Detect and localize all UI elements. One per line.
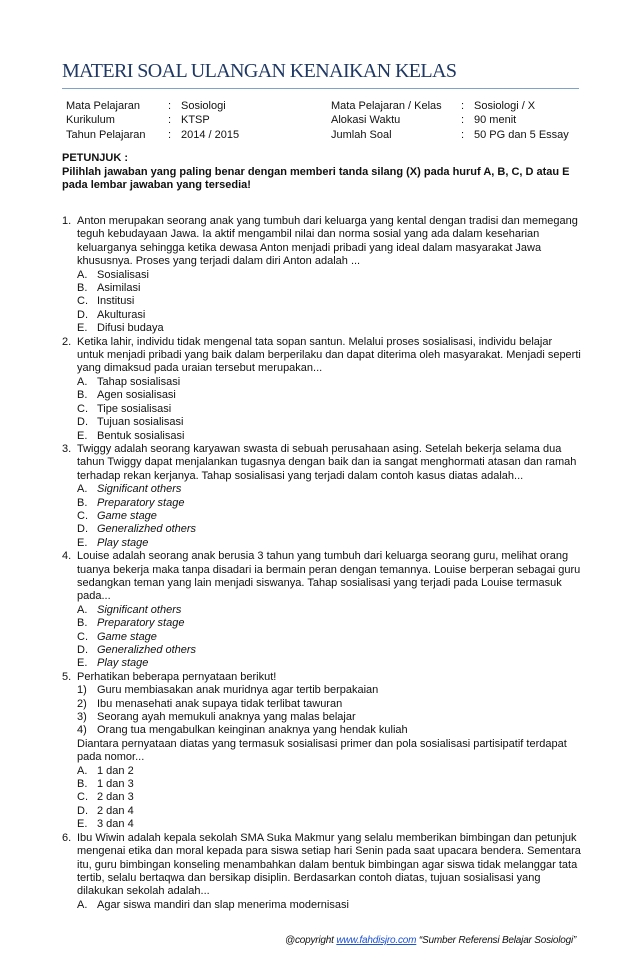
option-letter: A.	[77, 603, 88, 616]
answer-option	[77, 295, 582, 308]
option-text: Tipe sosialisasi	[97, 402, 172, 415]
answer-option	[77, 269, 582, 282]
answer-option	[77, 537, 582, 550]
answer-option	[77, 631, 582, 644]
question-text: Ketika lahir, individu tidak mengenal tata sopan santun. Melalui proses sosialisasi, individu belajar untuk menjadi pribadi yang baik dalam berperilaku dan dapat diterima oleh masyarakat. Menjadi seperti yang dimaksud pada uraian tersebut merupakan...	[77, 335, 581, 375]
option-text: Preparatory stage	[97, 496, 185, 509]
option-text: Sosialisasi	[97, 268, 149, 281]
option-text: Generalizhed others	[97, 644, 197, 656]
meta-key: Kurikulum	[66, 114, 115, 127]
statement-text: Ibu menasehati anak supaya tidak terlibat tawuran	[97, 697, 343, 710]
option-letter: C.	[77, 630, 88, 643]
answer-option	[77, 791, 582, 804]
question-number: 1.	[62, 215, 72, 227]
option-letter: E.	[77, 536, 88, 549]
meta-colon: :	[168, 128, 172, 141]
answer-option	[77, 309, 582, 322]
statement-item	[77, 684, 582, 697]
question-text: Louise adalah seorang anak berusia 3 tahun yang tumbuh dari keluarga seorang guru, melihat orang tuanya bekerja maka tanpa disadari ia bermain peran dengan temannya. Louise berperan sebagai guru sedangkan teman yang lain menjadi siswanya. Tahap sosialisasi yang terjadi pada Louise termasuk pada...	[77, 550, 581, 603]
meta-row	[66, 128, 239, 142]
meta-left	[66, 99, 239, 142]
statement-item	[77, 698, 582, 711]
question-text: Twiggy adalah seorang karyawan swasta di sebuah perusahaan asing. Setelah bekerja selama dua tahun Twiggy dapat menjalankan tugasnya dengan baik dan ia sangat menghormati atasan dan ramah terhadap rekan kerjanya. Tahap sosialisasi yang terjadi dalam contoh kasus diatas adalah...	[77, 442, 577, 482]
question-item	[62, 550, 582, 671]
meta-value: 2014 / 2015	[181, 128, 240, 141]
question-item	[62, 443, 582, 550]
option-letter: A.	[77, 483, 88, 496]
question-number: 2.	[62, 335, 72, 348]
meta-colon: :	[461, 114, 465, 127]
answer-option	[77, 778, 582, 791]
answer-option	[77, 483, 582, 496]
meta-key: Jumlah Soal	[331, 128, 392, 141]
answer-option	[77, 818, 582, 831]
option-letter: D.	[77, 644, 88, 656]
meta-key: Mata Pelajaran / Kelas	[331, 100, 442, 112]
instructions-text: Pilihlah jawaban yang paling benar dengan memberi tanda silang (X) pada huruf A, B, C, D atau E pada lembar jawaban yang tersedia!	[62, 165, 570, 192]
option-letter: C.	[77, 791, 88, 804]
instructions-heading: PETUNJUK :	[62, 152, 129, 164]
statement-text: Seorang ayah memukuli anaknya yang malas belajar	[97, 711, 356, 724]
option-letter: E.	[77, 322, 88, 335]
option-letter: B.	[77, 389, 88, 402]
answer-option	[77, 617, 582, 630]
meta-row	[331, 128, 569, 142]
answer-option	[77, 899, 582, 912]
footer	[285, 935, 576, 946]
option-text: 1 dan 2	[97, 764, 134, 777]
answer-option	[77, 430, 582, 443]
meta-colon: :	[461, 100, 465, 112]
option-letter: C.	[77, 295, 88, 308]
option-text: 2 dan 4	[97, 804, 134, 817]
answer-option	[77, 497, 582, 510]
option-text: Tahap sosialisasi	[97, 375, 181, 388]
statement-number: 1)	[77, 684, 87, 697]
question-item	[62, 671, 582, 832]
option-letter: D.	[77, 416, 88, 429]
option-letter: D.	[77, 308, 88, 321]
option-letter: C.	[77, 509, 88, 522]
option-text: Game stage	[97, 630, 157, 643]
answer-option	[77, 604, 582, 617]
option-text: Play stage	[97, 657, 149, 670]
option-text: Agar siswa mandiri dan slap menerima modernisasi	[97, 898, 349, 911]
option-text: Bentuk sosialisasi	[97, 429, 185, 442]
option-letter: A.	[77, 375, 88, 388]
meta-key: Mata Pelajaran	[66, 100, 140, 112]
meta-right	[331, 99, 569, 142]
option-letter: C.	[77, 402, 88, 415]
statement-text: Guru membiasakan anak muridnya agar tertib berpakaian	[97, 684, 379, 697]
question-text: Ibu Wiwin adalah kepala sekolah SMA Suka Makmur yang selalu memberikan bimbingan dan petunjuk mengenai etika dan moral kepada para siswa setiap hari Senin pada saat upacara bendera. Sementara itu, guru bimbingan konseling menambahkan dalam bentuk bimbingan agar siswa tidak melanggar tata tertib, selalu bertaqwa dan bersikap disiplin. Berdasarkan contoh diatas, tujuan sosialisasi yang dilakukan sekolah adalah...	[77, 831, 581, 898]
meta-row	[66, 99, 239, 113]
meta-value: 50 PG dan 5 Essay	[474, 128, 569, 141]
footer-tagline: “Sumber Referensi Belajar Sosiologi”	[416, 935, 577, 946]
option-letter: A.	[77, 764, 88, 777]
footer-copyright: @copyright	[285, 935, 337, 946]
option-letter: E.	[77, 429, 88, 442]
question-number: 4.	[62, 550, 72, 563]
answer-option	[77, 403, 582, 416]
answer-option	[77, 282, 582, 295]
option-letter: B.	[77, 282, 88, 295]
option-text: 3 dan 4	[97, 818, 134, 831]
meta-value: Sosiologi / X	[474, 100, 536, 112]
question-item	[62, 215, 582, 336]
meta-colon: :	[461, 128, 465, 141]
meta-colon: :	[168, 114, 172, 127]
option-text: Generalizhed others	[97, 523, 197, 536]
footer-link[interactable]: www.fahdisjro.com	[336, 935, 417, 946]
meta-value: 90 menit	[474, 114, 517, 127]
option-text: Asimilasi	[97, 282, 141, 295]
statement-number: 4)	[77, 724, 87, 737]
instructions	[62, 152, 582, 193]
question-number: 6.	[62, 831, 72, 844]
option-text: Tujuan sosialisasi	[97, 416, 184, 429]
question-text: Anton merupakan seorang anak yang tumbuh dari keluarga yang kental dengan tradisi dan memegang teguh kebudayaan Jawa. Ia aktif mengambil nilai dan norma sosial yang ada dalam keseharian keluarganya sehingga ketika dewasa Anton menjadi pribadi yang ideal dalam masyarakat Jawa khususnya. Proses yang terjadi dalam diri Anton adalah ...	[77, 215, 578, 268]
meta-value: Sosiologi	[181, 100, 226, 112]
question-number: 3.	[62, 442, 72, 455]
meta-key: Alokasi Waktu	[331, 114, 401, 127]
option-letter: A.	[77, 898, 88, 911]
option-letter: E.	[77, 657, 88, 670]
option-letter: E.	[77, 818, 88, 831]
question-item	[62, 832, 582, 912]
option-letter: A.	[77, 268, 88, 281]
answer-option	[77, 805, 582, 818]
document-title: MATERI SOAL ULANGAN KENAIKAN KELAS	[62, 60, 457, 82]
option-letter: B.	[77, 617, 88, 630]
question-number: 5.	[62, 670, 72, 683]
meta-key: Tahun Pelajaran	[66, 128, 146, 141]
option-letter: B.	[77, 496, 88, 509]
option-text: Institusi	[97, 295, 135, 308]
option-text: Akulturasi	[97, 308, 146, 321]
meta-row	[66, 113, 239, 127]
question-text: Perhatikan beberapa pernyataan berikut!	[77, 670, 277, 683]
answer-option	[77, 523, 582, 536]
option-text: 1 dan 3	[97, 778, 134, 791]
option-text: Significant others	[97, 483, 182, 496]
statement-item	[77, 711, 582, 724]
meta-colon: :	[168, 100, 172, 112]
answer-option	[77, 322, 582, 335]
question-text-continued: Diantara pernyataan diatas yang termasuk sosialisasi primer dan pola sosialisasi partisipatif terdapat pada nomor...	[77, 737, 567, 764]
option-text: Agen sosialisasi	[97, 389, 176, 402]
meta-row	[331, 99, 569, 113]
option-text: Significant others	[97, 603, 182, 616]
option-text: 2 dan 3	[97, 791, 134, 804]
statement-number: 2)	[77, 697, 87, 710]
option-text: Game stage	[97, 509, 157, 522]
answer-option	[77, 644, 582, 657]
answer-option	[77, 510, 582, 523]
title-divider	[62, 88, 579, 89]
answer-option	[77, 765, 582, 778]
question-list	[62, 215, 582, 912]
answer-option	[77, 657, 582, 670]
answer-option	[77, 376, 582, 389]
option-text: Play stage	[97, 536, 149, 549]
option-text: Difusi budaya	[97, 322, 164, 335]
option-text: Preparatory stage	[97, 617, 185, 630]
statement-text: Orang tua mengabulkan keinginan anaknya yang hendak kuliah	[97, 724, 408, 737]
question-item	[62, 336, 582, 443]
answer-option	[77, 389, 582, 402]
option-letter: B.	[77, 778, 88, 791]
option-letter: D.	[77, 523, 88, 536]
answer-option	[77, 416, 582, 429]
statement-item	[77, 724, 582, 737]
meta-value: KTSP	[181, 114, 210, 127]
statement-number: 3)	[77, 711, 87, 724]
meta-row	[331, 113, 569, 127]
option-letter: D.	[77, 804, 88, 817]
